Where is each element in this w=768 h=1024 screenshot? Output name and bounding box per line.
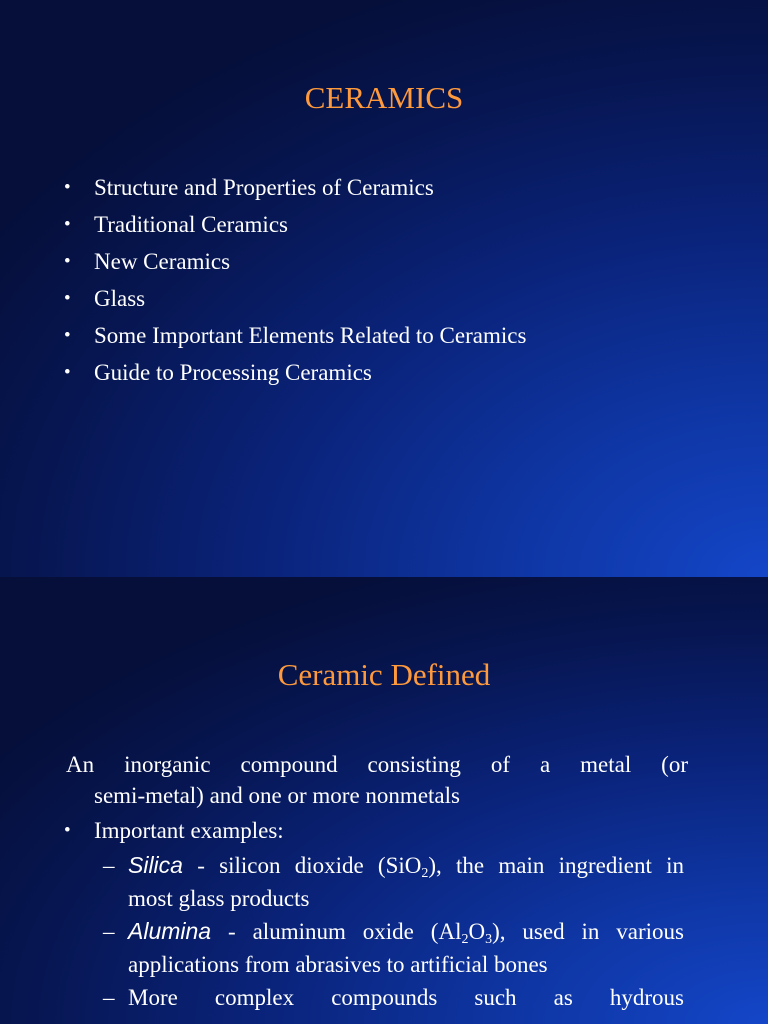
subscript: 2 (421, 866, 429, 881)
example-line-2: most glass products (128, 886, 310, 911)
bullet-icon: • (64, 820, 71, 841)
list-item (0, 280, 526, 317)
example-line-1 (128, 849, 684, 882)
example-text: - aluminum oxide (Al (211, 919, 462, 944)
examples-label: Important examples: (94, 818, 284, 843)
example-line-1: More complex compounds such as hydrous (128, 985, 684, 1010)
example-line-2: applications from abrasives to artificial bones (128, 952, 548, 977)
example-text: O (468, 919, 486, 944)
examples-bullet (0, 813, 768, 849)
dash-icon: – (103, 853, 115, 878)
slide-ceramic-defined (0, 577, 768, 1024)
bullet-icon: • (64, 325, 71, 346)
example-line-1 (128, 915, 684, 948)
subscript: 3 (485, 932, 493, 947)
slide-body (0, 749, 768, 1014)
list-item-text: Traditional Ceramics (94, 212, 288, 237)
term-alumina: Alumina (128, 918, 212, 944)
list-item (0, 169, 526, 206)
list-item (0, 206, 526, 243)
list-item-text: Some Important Elements Related to Ceramics (94, 323, 527, 348)
list-item-text: Structure and Properties of Ceramics (94, 175, 434, 200)
slide-title: Ceramic Defined (277, 657, 491, 692)
example-silica (0, 849, 768, 915)
bullet-icon: • (64, 251, 71, 272)
bullet-icon: • (64, 214, 71, 235)
bullet-icon: • (64, 177, 71, 198)
list-item-text: Guide to Processing Ceramics (94, 360, 372, 385)
dash-icon: – (103, 919, 115, 944)
bullet-icon: • (64, 362, 71, 383)
example-text: - silicon dioxide (SiO (182, 853, 422, 878)
definition-line-2: semi-metal) and one or more nonmetals (94, 783, 460, 808)
example-text: ), the main ingredient in (428, 853, 684, 878)
bullet-icon: • (64, 288, 71, 309)
dash-icon: – (103, 985, 115, 1010)
list-item (0, 317, 526, 354)
list-item (0, 354, 526, 391)
term-silica: Silica (128, 852, 183, 878)
list-item (0, 243, 526, 280)
example-alumina (0, 915, 768, 981)
definition-line-1: An inorganic compound consisting of a metal (or (66, 752, 688, 777)
slide-title: CERAMICS (304, 80, 464, 115)
example-text: ), used in various (492, 919, 685, 944)
subscript: 2 (461, 932, 469, 947)
topic-list (0, 169, 526, 391)
list-item-text: New Ceramics (94, 249, 231, 274)
list-item-text: Glass (94, 286, 146, 311)
example-complex (0, 981, 768, 1014)
definition-paragraph (0, 749, 768, 811)
